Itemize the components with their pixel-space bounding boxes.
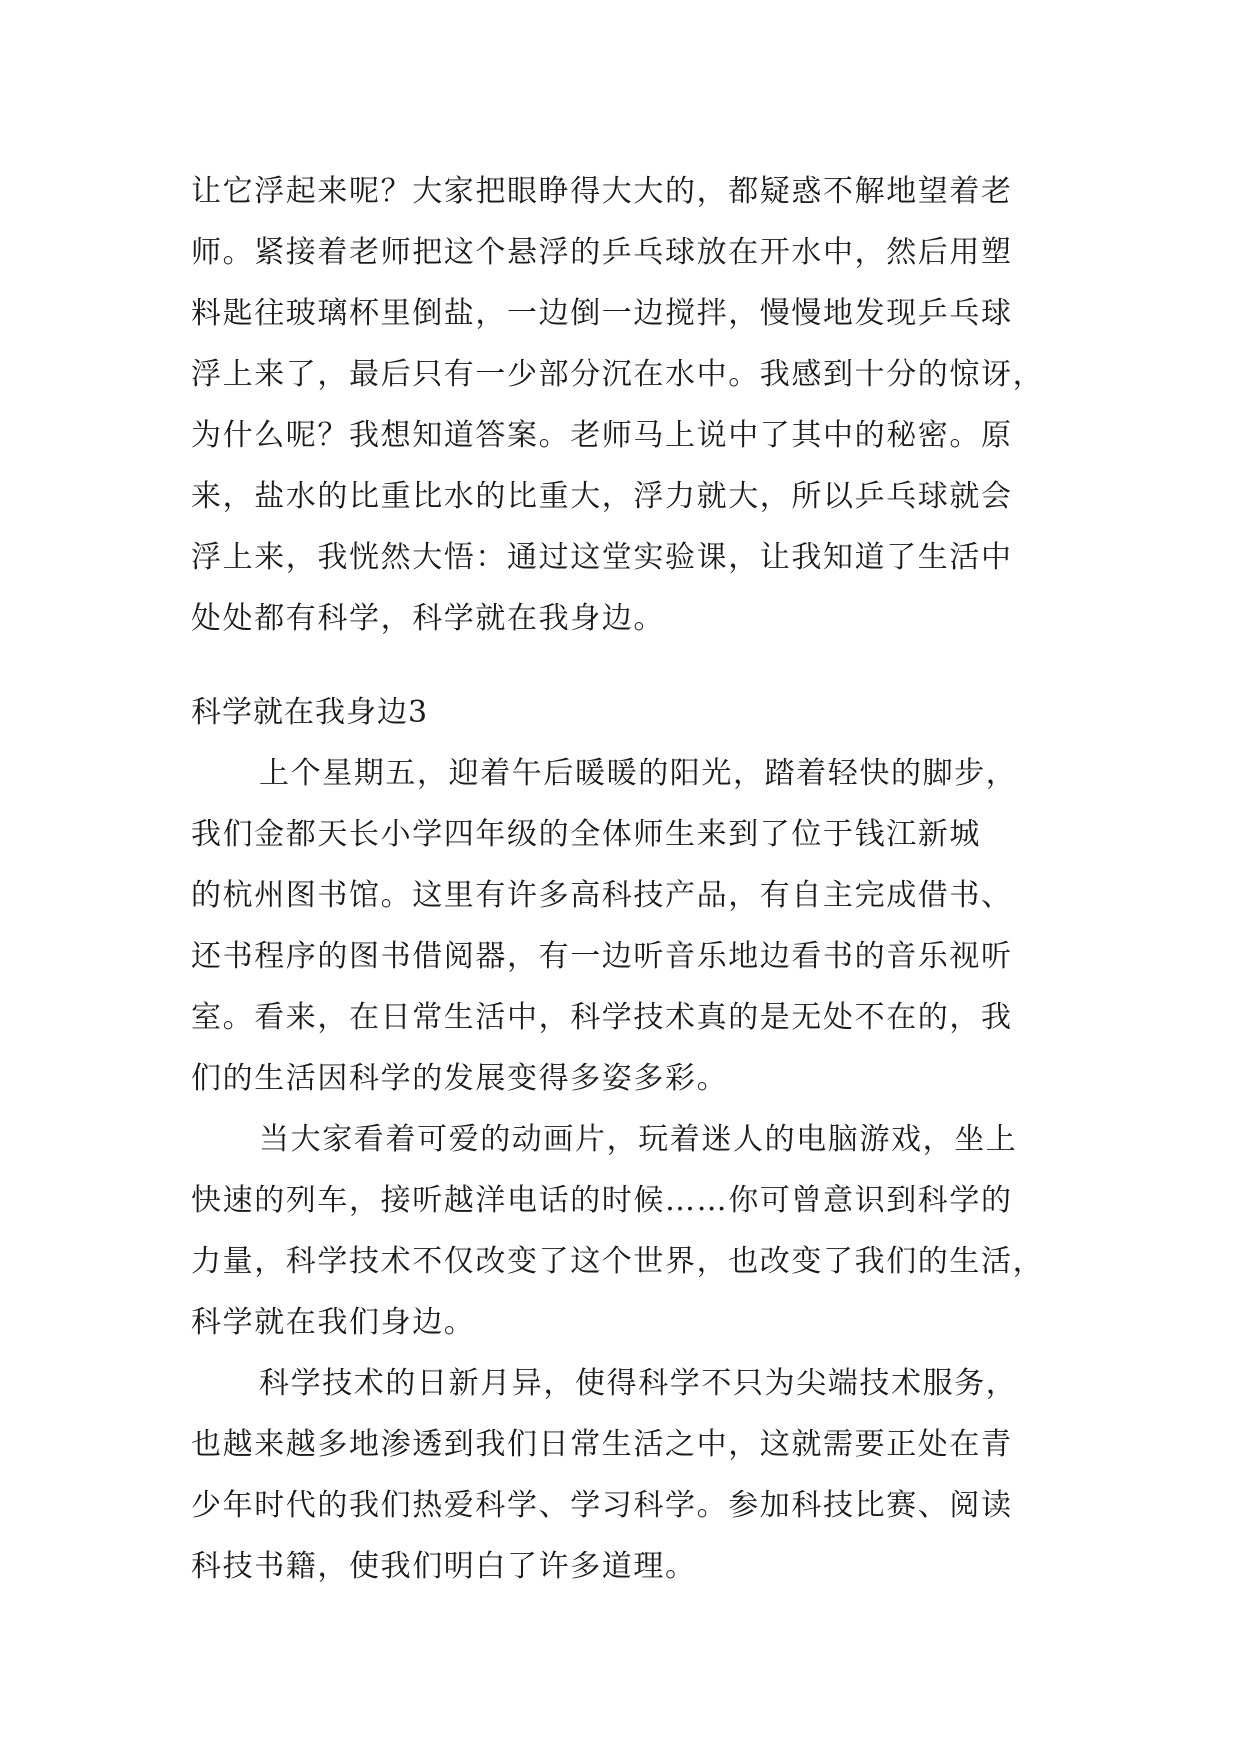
section-title: 科学就在我身边3 (191, 695, 429, 730)
text-line: 浮上来了，最后只有一少部分沉在水中。我感到十分的惊讶， (191, 357, 1045, 392)
text-line: 我们金都天长小学四年级的全体师生来到了位于钱江新城 (191, 817, 981, 852)
text-line: 浮上来，我恍然大悟：通过这堂实验课，让我知道了生活中 (191, 540, 1013, 575)
text-line: 们的生活因科学的发展变得多姿多彩。 (191, 1061, 729, 1096)
paragraph-2 (191, 1109, 1051, 1353)
paragraph-1 (191, 743, 1051, 1109)
text-line: 室。看来，在日常生活中，科学技术真的是无处不在的，我 (191, 1000, 1013, 1035)
text-line: 师。紧接着老师把这个悬浮的乒乓球放在开水中，然后用塑 (191, 235, 1013, 270)
text-line: 科学就在我们身边。 (191, 1305, 476, 1340)
text-line: 处处都有科学，科学就在我身边。 (191, 601, 665, 636)
text-line: 科学技术的日新月异，使得科学不只为尖端技术服务， (259, 1366, 1018, 1401)
text-line: 当大家看着可爱的动画片，玩着迷人的电脑游戏，坐上 (259, 1122, 1018, 1157)
text-line: 料匙往玻璃杯里倒盐，一边倒一边搅拌，慢慢地发现乒乓球 (191, 296, 1013, 331)
text-line: 力量，科学技术不仅改变了这个世界，也改变了我们的生活， (191, 1244, 1045, 1279)
text-line: 来，盐水的比重比水的比重大，浮力就大，所以乒乓球就会 (191, 479, 1013, 514)
text-line: 快速的列车，接听越洋电话的时候……你可曾意识到科学的 (191, 1183, 1013, 1218)
paragraph-3 (191, 1353, 1051, 1597)
text-line: 的杭州图书馆。这里有许多高科技产品，有自主完成借书、 (191, 878, 1013, 913)
text-line: 上个星期五，迎着午后暖暖的阳光，踏着轻快的脚步， (259, 756, 1018, 791)
text-line: 还书程序的图书借阅器，有一边听音乐地边看书的音乐视听 (191, 939, 1013, 974)
paragraph-continued (191, 161, 1051, 649)
text-line: 让它浮起来呢？大家把眼睁得大大的，都疑惑不解地望着老 (191, 174, 1013, 209)
text-line: 也越来越多地渗透到我们日常生活之中，这就需要正处在青 (191, 1427, 1013, 1462)
text-line: 少年时代的我们热爱科学、学习科学。参加科技比赛、阅读 (191, 1488, 1013, 1523)
section-body (191, 743, 1051, 1597)
text-line: 为什么呢？我想知道答案。老师马上说中了其中的秘密。原 (191, 418, 1013, 453)
text-line: 科技书籍，使我们明白了许多道理。 (191, 1549, 697, 1584)
